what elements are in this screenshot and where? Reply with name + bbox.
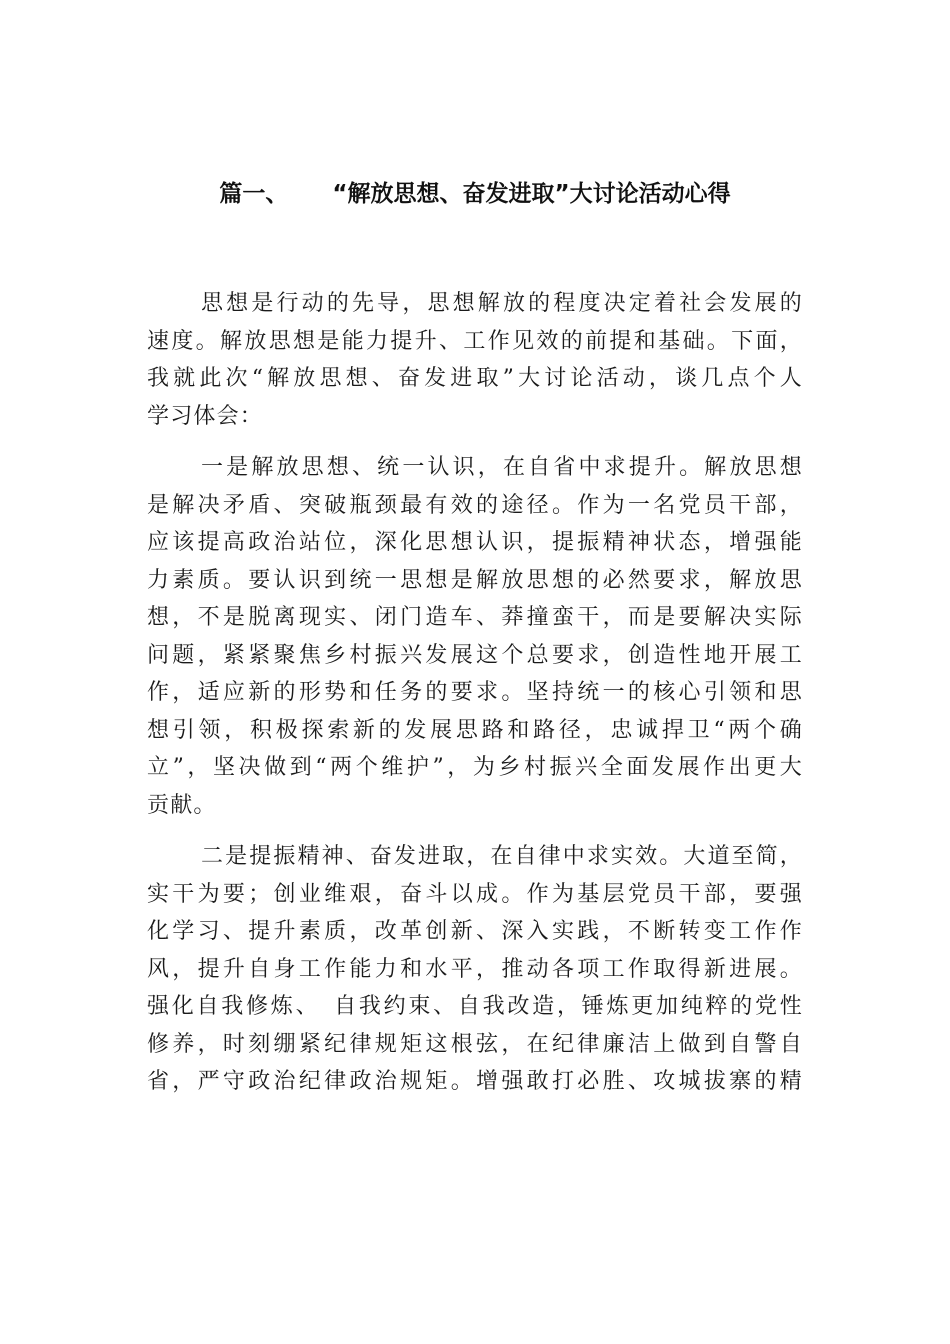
text-line: 风，提升自身工作能力和水平，推动各项工作取得新进展。 — [147, 956, 803, 982]
document-title — [0, 178, 950, 210]
text-line: 想引领，积极探索新的发展思路和路径，忠诚捍卫“两个确 — [147, 717, 803, 743]
paragraph-point-two — [147, 838, 803, 1101]
text-line: 我就此次“解放思想、奋发进取”大讨论活动，谈几点个人 — [147, 366, 803, 391]
text-line: 省，严守政治纪律政治规矩。增强敢打必胜、攻城拔寨的精 — [147, 1069, 803, 1094]
title-prefix: 篇一、 — [219, 181, 289, 207]
text-line: 贡献。 — [147, 792, 217, 818]
text-line: 强化自我修炼、 自我约束、自我改造，锤炼更加纯粹的党性 — [147, 994, 803, 1019]
text-line: 是解决矛盾、突破瓶颈最有效的途径。作为一名党员干部， — [147, 492, 803, 518]
text-line: 一是解放思想、统一认识，在自省中求提升。解放思想 — [201, 455, 803, 480]
text-line: 想，不是脱离现实、闭门造车、莽撞蛮干，而是要解决实际 — [147, 605, 803, 630]
paragraph-point-one — [147, 449, 803, 824]
text-line: 学习体会： — [147, 403, 264, 429]
text-line: 力素质。要认识到统一思想是解放思想的必然要求，解放思 — [147, 567, 803, 593]
text-line: 二是提振精神、奋发进取，在自律中求实效。大道至简， — [201, 844, 803, 869]
text-line: 化学习、提升素质，改革创新、深入实践，不断转变工作作 — [147, 919, 803, 944]
text-line: 思想是行动的先导，思想解放的程度决定着社会发展的 — [201, 291, 803, 316]
paragraph-intro — [147, 285, 803, 435]
text-line: 立”，坚决做到“两个维护”，为乡村振兴全面发展作出更大 — [147, 755, 803, 780]
text-line: 作，适应新的形势和任务的要求。坚持统一的核心引领和思 — [147, 680, 803, 705]
title-main: “解放思想、奋发进取”大讨论活动心得 — [332, 181, 731, 207]
text-line: 应该提高政治站位，深化思想认识，提振精神状态，增强能 — [147, 530, 803, 555]
text-line: 速度。解放思想是能力提升、工作见效的前提和基础。下面， — [147, 328, 803, 354]
text-line: 问题，紧紧聚焦乡村振兴发展这个总要求，创造性地开展工 — [147, 642, 803, 668]
document-body — [147, 285, 803, 1115]
text-line: 实干为要；创业维艰，奋斗以成。作为基层党员干部，要强 — [147, 881, 803, 907]
text-line: 修养，时刻绷紧纪律规矩这根弦，在纪律廉洁上做到自警自 — [147, 1031, 803, 1057]
